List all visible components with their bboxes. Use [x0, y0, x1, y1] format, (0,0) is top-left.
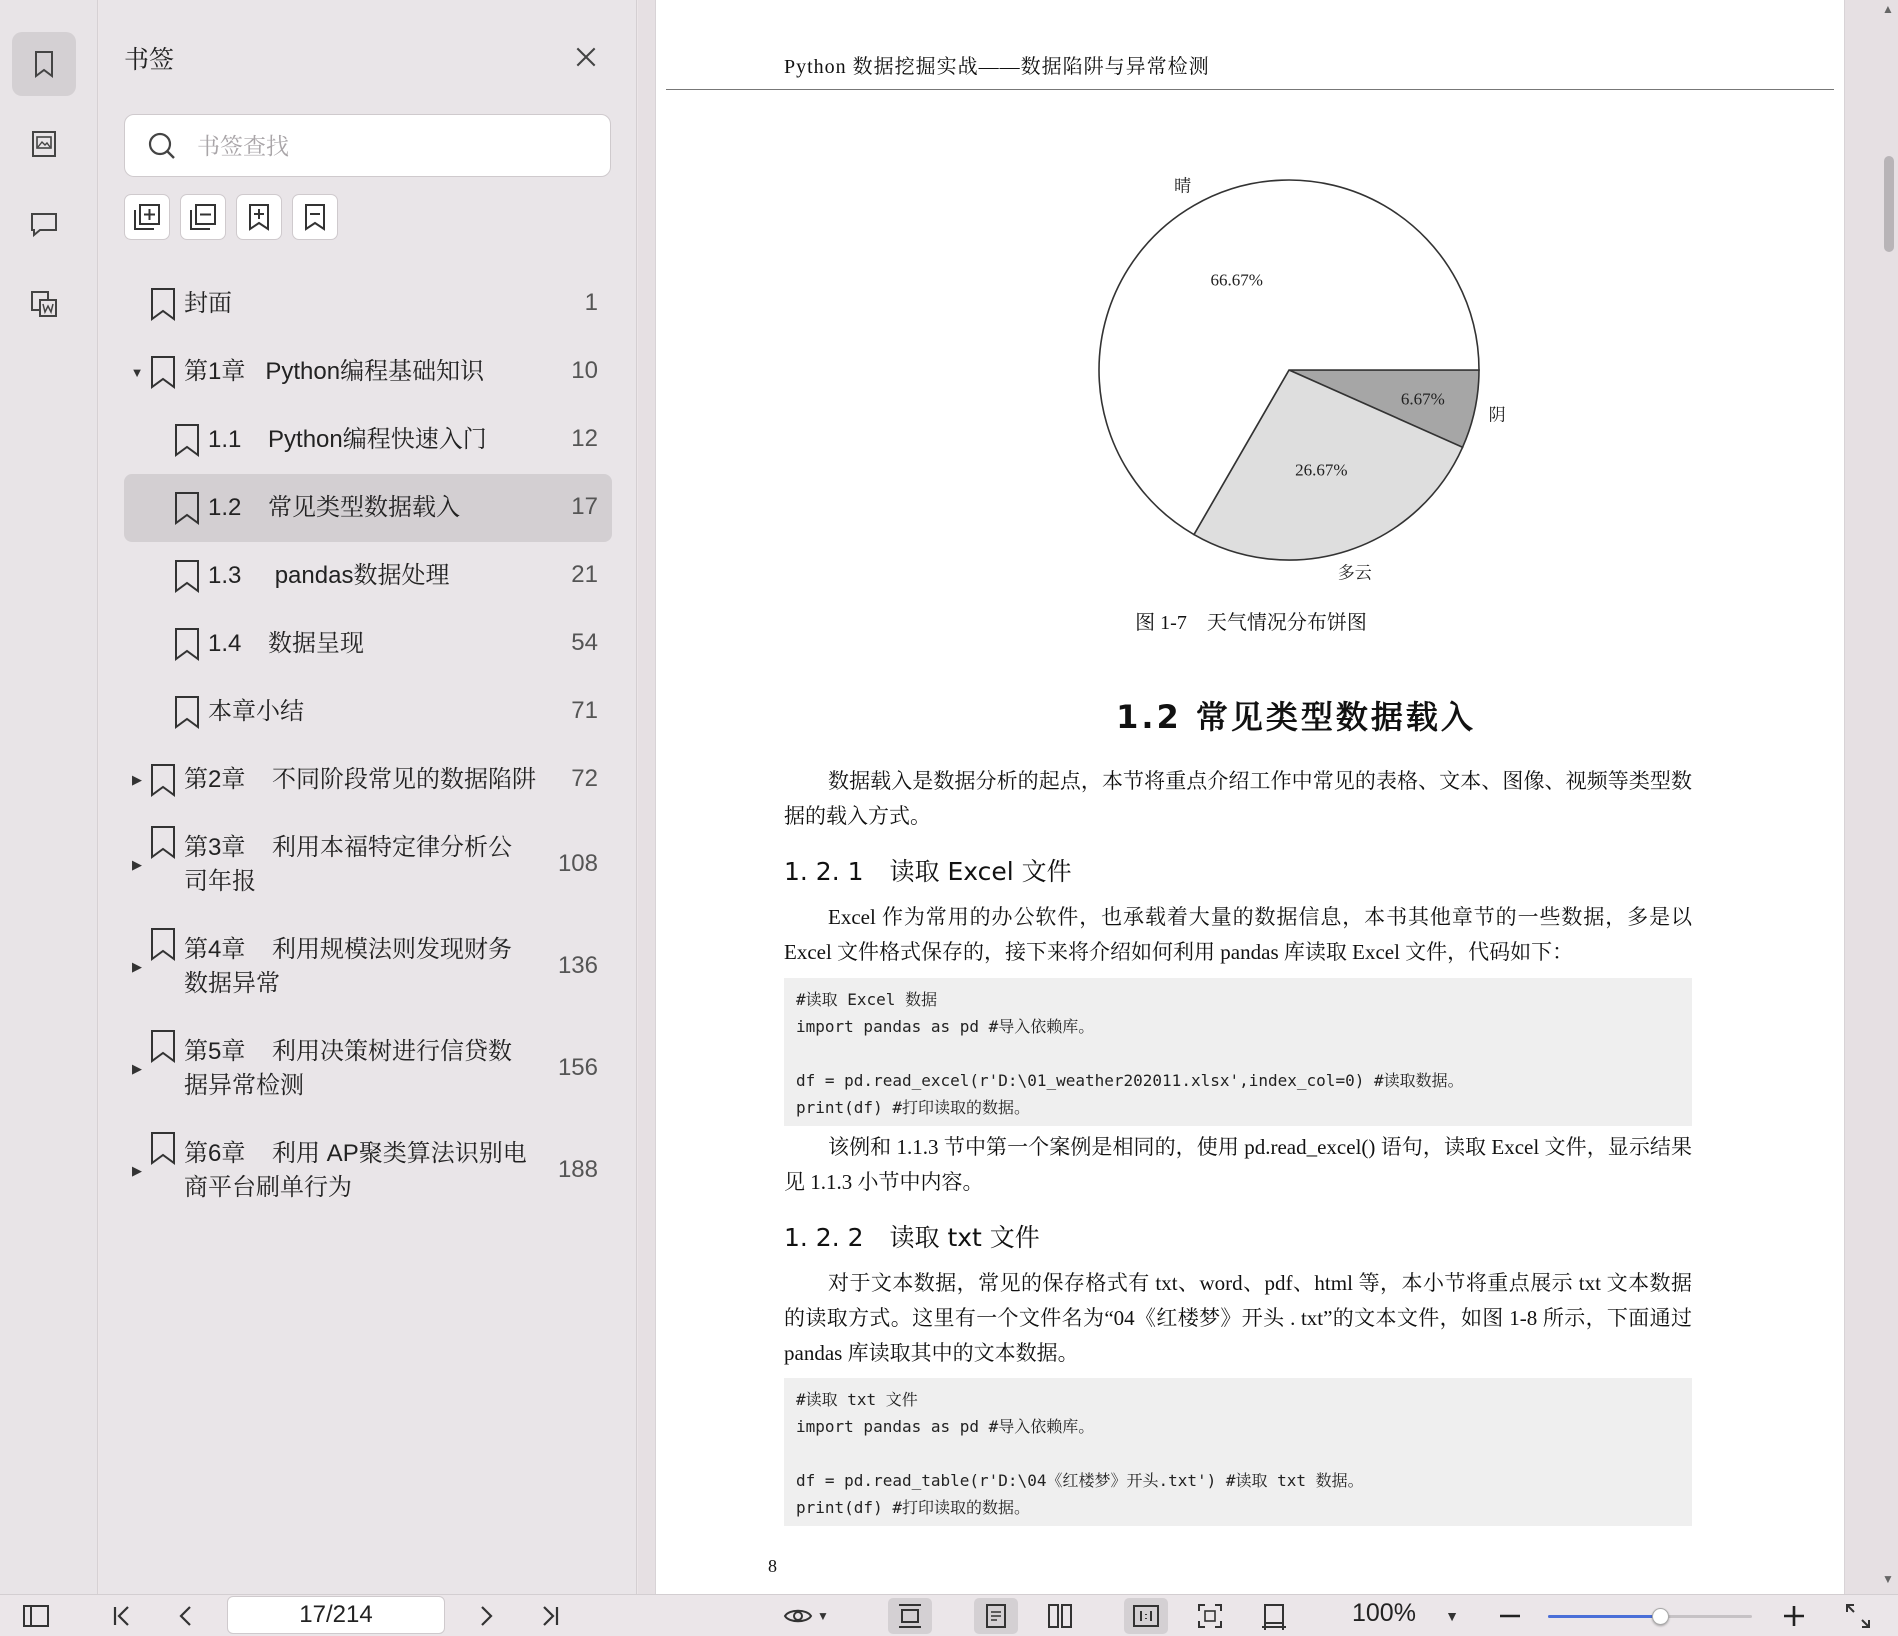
- chevron-down-icon: ▼: [1445, 1608, 1459, 1624]
- last-page-button[interactable]: [532, 1598, 568, 1634]
- bookmark-icon: [172, 626, 202, 662]
- subsection-number: 1. 2. 1: [784, 857, 864, 886]
- actual-size-icon: [1131, 1601, 1161, 1631]
- fullscreen-icon: [1843, 1601, 1873, 1631]
- chevron-right-icon[interactable]: ▶: [132, 1061, 142, 1076]
- bookmark-page-number: 72: [571, 765, 598, 792]
- running-header: Python 数据挖掘实战——数据陷阱与异常检测: [784, 56, 1210, 78]
- bookmark-icon: [172, 422, 202, 458]
- bookmark-item[interactable]: [124, 814, 612, 916]
- bookmark-page-number: 10: [571, 357, 598, 384]
- bookmark-label: 封面: [184, 290, 232, 317]
- bookmark-label: 本章小结: [208, 698, 304, 725]
- fit-height-icon: [895, 1601, 925, 1631]
- next-page-button[interactable]: [468, 1598, 504, 1634]
- first-page-button[interactable]: [104, 1598, 140, 1634]
- excel-code-block: #读取 Excel 数据 import pandas as pd #导入依赖库。 df = pd.read_excel(r'D:\01_weather202011.xlsx',index_col=0) #读取数据。 print(df) #打印读取的数据。: [784, 978, 1692, 1126]
- remove-bookmark-icon: [299, 201, 331, 233]
- bookmark-label: 第3章 利用本福特定律分析公 司年报: [184, 834, 513, 895]
- zoom-in-button[interactable]: [1776, 1598, 1812, 1634]
- add-bookmark-button[interactable]: [236, 194, 282, 240]
- bookmark-icon: [148, 354, 178, 390]
- view-mode-dropdown[interactable]: [776, 1598, 836, 1634]
- chevron-down-icon: ▼: [817, 1609, 829, 1623]
- vertical-scrollbar[interactable]: [1880, 0, 1898, 1594]
- subsection-heading-excel: [784, 852, 1072, 888]
- bookmark-item[interactable]: [124, 1120, 612, 1222]
- expand-all-icon: [131, 201, 163, 233]
- fit-height-button[interactable]: [888, 1598, 932, 1634]
- image-icon: [27, 127, 61, 161]
- bookmark-item[interactable]: [124, 542, 612, 610]
- actual-size-button[interactable]: [1124, 1598, 1168, 1634]
- fit-page-button[interactable]: [1188, 1598, 1232, 1634]
- fit-page-icon: [1195, 1601, 1225, 1631]
- excel-result-paragraph: 该例和 1.1.3 节中第一个案例是相同的，使用 pd.read_excel() 语句，读取 Excel 文件，显示结果见 1.1.3 小节中内容。: [784, 1135, 1692, 1194]
- bookmark-page-number: 188: [557, 1156, 598, 1183]
- figure-caption-text: 天气情况分布饼图: [1206, 612, 1367, 634]
- section-intro-paragraph: 数据载入是数据分析的起点，本节将重点介绍工作中常见的表格、文本、图像、视频等类型数据的载入方式。: [784, 769, 1692, 828]
- bookmark-item[interactable]: [124, 916, 612, 1018]
- word-convert-button[interactable]: [12, 272, 76, 336]
- bookmark-item[interactable]: [124, 406, 612, 474]
- bookmark-item[interactable]: [124, 610, 612, 678]
- expand-all-button[interactable]: [124, 194, 170, 240]
- subsection-title: 读取 txt 文件: [889, 1223, 1040, 1252]
- word-document-icon: [27, 287, 61, 321]
- two-page-icon: [1045, 1601, 1075, 1631]
- bookmark-item[interactable]: [124, 678, 612, 746]
- section-title: 1.2 常见类型数据载入: [1116, 698, 1476, 736]
- bottom-toolbar: [0, 1594, 1898, 1636]
- bookmark-item[interactable]: [124, 746, 612, 814]
- document-page: [655, 0, 1845, 1594]
- scroll-up-arrow-icon[interactable]: ▲: [1882, 2, 1894, 16]
- subsection-number: 1. 2. 2: [784, 1223, 864, 1252]
- comment-panel-button[interactable]: [12, 192, 76, 256]
- bookmark-page-number: 136: [557, 952, 598, 979]
- first-page-icon: [107, 1601, 137, 1631]
- chevron-right-icon[interactable]: ▶: [132, 772, 142, 787]
- pie-category-label: 阴: [1488, 405, 1506, 425]
- collapse-all-button[interactable]: [180, 194, 226, 240]
- scroll-down-arrow-icon[interactable]: ▼: [1882, 1572, 1894, 1586]
- bookmark-icon: [148, 1130, 178, 1166]
- page-number-input[interactable]: [227, 1596, 445, 1634]
- bookmark-label: 1.3 pandas数据处理: [208, 562, 450, 589]
- previous-page-button[interactable]: [168, 1598, 204, 1634]
- pie-value-label: 6.67%: [1400, 389, 1445, 409]
- fullscreen-button[interactable]: [1840, 1598, 1876, 1634]
- chevron-right-icon[interactable]: ▶: [132, 959, 142, 974]
- excel-paragraph: Excel 作为常用的办公软件，也承载着大量的数据信息，本书其他章节的一些数据，多是以 Excel 文件格式保存的，接下来将介绍如何利用 pandas 库读取 Excel 文件，代码如下：: [784, 905, 1692, 964]
- bookmark-label: 第6章 利用 AP聚类算法识别电 商平台刷单行为: [184, 1140, 527, 1201]
- sidebar-toggle-icon: [21, 1601, 51, 1631]
- bookmark-label: 1.1 Python编程快速入门: [208, 426, 487, 453]
- txt-code-block: #读取 txt 文件 import pandas as pd #导入依赖库。 df = pd.read_table(r'D:\04《红楼梦》开头.txt') #读取 txt 数据。 print(df) #打印读取的数据。: [784, 1378, 1692, 1526]
- header-divider: [666, 89, 1834, 90]
- plus-icon: [1779, 1601, 1809, 1631]
- zoom-dropdown-button[interactable]: [1440, 1598, 1464, 1634]
- zoom-slider-handle[interactable]: [1652, 1608, 1669, 1625]
- thumbnail-panel-button[interactable]: [12, 112, 76, 176]
- sidebar-rail: [0, 0, 98, 1594]
- pie-value-label: 66.67%: [1210, 270, 1263, 290]
- document-viewer: [638, 0, 1898, 1594]
- zoom-slider[interactable]: [1548, 1615, 1752, 1618]
- weather-pie-chart: [1036, 160, 1536, 590]
- bookmark-page-number: 1: [584, 289, 598, 316]
- last-page-icon: [535, 1601, 565, 1631]
- single-page-button[interactable]: [974, 1598, 1018, 1634]
- minus-icon: [1495, 1601, 1525, 1631]
- bookmark-icon: [27, 47, 61, 81]
- search-icon: [145, 129, 179, 163]
- bookmark-item[interactable]: [124, 1018, 612, 1120]
- zoom-slider-fill: [1548, 1615, 1660, 1618]
- bookmark-panel: [99, 0, 637, 1594]
- bookmark-icon: [148, 824, 178, 860]
- remove-bookmark-button[interactable]: [292, 194, 338, 240]
- bookmark-item[interactable]: [124, 338, 612, 406]
- bookmark-page-number: 108: [557, 850, 598, 877]
- zoom-level[interactable]: 100%: [1352, 1599, 1416, 1627]
- single-page-icon: [981, 1601, 1011, 1631]
- pie-category-label: 多云: [1337, 563, 1372, 583]
- bookmark-icon: [148, 926, 178, 962]
- bookmark-page-number: 12: [571, 425, 598, 452]
- bookmark-label: 第1章 Python编程基础知识: [184, 358, 485, 385]
- zoom-out-button[interactable]: [1492, 1598, 1528, 1634]
- pie-category-label: 晴: [1174, 176, 1192, 196]
- bookmark-panel-button[interactable]: [12, 32, 76, 96]
- eye-icon: [783, 1601, 813, 1631]
- add-bookmark-icon: [243, 201, 275, 233]
- chevron-right-icon[interactable]: ▶: [132, 857, 142, 872]
- txt-paragraph: 对于文本数据，常见的保存格式有 txt、word、pdf、html 等，本小节将重点展示 txt 文本数据的读取方式。这里有一个文件名为“04《红楼梦》开头 . txt”的文本文件，如图 1-8 所示，下面通过 pandas 库读取其中的文本数据。: [784, 1271, 1692, 1365]
- bookmark-page-number: 21: [571, 561, 598, 588]
- figure-caption: [656, 606, 1846, 635]
- bookmark-label: 第4章 利用规模法则发现财务 数据异常: [184, 936, 513, 997]
- panel-title: 书签: [124, 46, 175, 74]
- bookmark-label: 1.2 常见类型数据载入: [208, 494, 461, 521]
- bookmark-page-number: 71: [571, 697, 598, 724]
- bookmark-item[interactable]: [124, 270, 612, 338]
- chevron-down-icon[interactable]: ▼: [130, 364, 144, 380]
- figure-number: 图 1-7: [1135, 612, 1187, 634]
- bookmark-label: 第2章 不同阶段常见的数据陷阱: [184, 766, 537, 793]
- toggle-sidebar-button[interactable]: [18, 1598, 54, 1634]
- bookmark-page-number: 156: [557, 1054, 598, 1081]
- bookmark-icon: [172, 490, 202, 526]
- fit-width-button[interactable]: [1252, 1598, 1296, 1634]
- chevron-right-icon[interactable]: ▶: [132, 1163, 142, 1178]
- bookmark-icon: [148, 1028, 178, 1064]
- fit-width-icon: [1259, 1601, 1289, 1631]
- collapse-all-icon: [187, 201, 219, 233]
- search-input[interactable]: [197, 127, 587, 165]
- close-icon: [573, 44, 599, 70]
- bookmark-icon: [148, 286, 178, 322]
- page-number: 8: [768, 1556, 777, 1576]
- comment-icon: [27, 207, 61, 241]
- bookmark-icon: [172, 558, 202, 594]
- bookmark-label: 1.4 数据呈现: [208, 630, 365, 657]
- bookmark-item[interactable]: [124, 474, 612, 542]
- scrollbar-thumb[interactable]: [1884, 156, 1894, 252]
- two-page-button[interactable]: [1038, 1598, 1082, 1634]
- subsection-title: 读取 Excel 文件: [889, 857, 1072, 886]
- bookmark-page-number: 54: [571, 629, 598, 656]
- pie-value-label: 26.67%: [1295, 460, 1348, 480]
- bookmark-search: [124, 114, 611, 177]
- chevron-left-icon: [171, 1601, 201, 1631]
- bookmark-page-number: 17: [571, 493, 598, 520]
- subsection-heading-txt: [784, 1218, 1040, 1254]
- bookmark-icon: [172, 694, 202, 730]
- close-panel-button[interactable]: [569, 40, 603, 74]
- bookmark-icon: [148, 762, 178, 798]
- bookmark-label: 第5章 利用决策树进行信贷数 据异常检测: [184, 1038, 513, 1099]
- chevron-right-icon: [471, 1601, 501, 1631]
